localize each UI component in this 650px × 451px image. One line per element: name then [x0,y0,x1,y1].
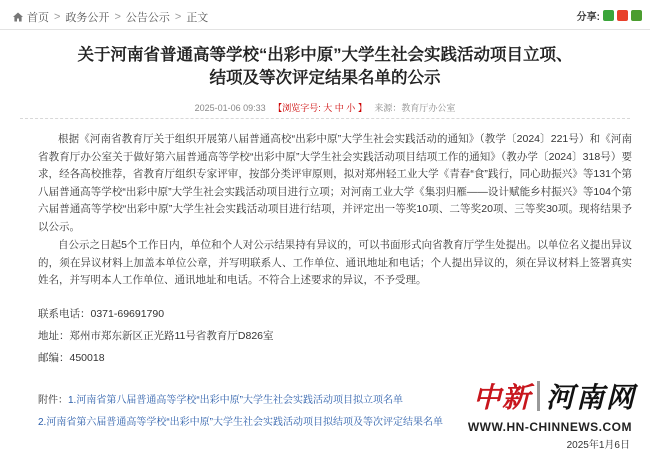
breadcrumb [12,9,208,25]
breadcrumb-separator: > [54,11,61,23]
font-size-large-button[interactable]: 大 [323,103,333,113]
contact-phone: 联系电话：0371-69691790 [38,308,165,320]
body-paragraph-1: 根据《河南省教育厅关于组织开展第八届普通高校“出彩中原”大学生社会实践活动的通知》（教学〔2024〕221号）和《河南省教育厅办公室关于做好第六届普通高等学校“出彩中原”大学生社会实践活动项目结项工作的通知》（教办学〔2024〕318号）要求，经各高校推荐，省教育厅组织专家评审，按部分类评审原则，拟对郑州轻工业大学《青春“食”践行，同心助振兴》等131个第八届普通高等学校“出彩中原”大学生社会实践活动项目进行立项；对河南工业大学《集羽归雁——设计赋能乡村振兴》等104个第六届普通高等学校“出彩中原”大学生社会实践活动项目进行结项，并评定出一等奖10项、二等奖20项、三等奖30项。现将结果予以公示。 [38,133,632,233]
share-label: 分享: [576,12,600,23]
body-paragraph-2: 自公示之日起5个工作日内，单位和个人对公示结果持有异议的，可以书面形式向省教育厅学生处提出。以单位名义提出异议的，须在异议材料上加盖本单位公章，并写明联系人、工作单位、通讯地址和电话；个人提出异议的，须在异议材料上签署真实姓名，并写明本人工作单位、通讯地址和电话。不符合上述要求的异议，不予受理。 [38,239,632,287]
font-size-small-button[interactable]: 小 [346,103,356,113]
article-source: 来源：教育厅办公室 [374,103,456,113]
watermark-brand-cn: 中新 [472,381,531,414]
contact-postcode: 邮编：450018 [38,352,105,364]
breadcrumb-announcements[interactable]: 公告公示 [125,12,170,24]
attachment-row-2 [38,413,443,428]
publish-date: 2025-01-06 09:33 [194,103,266,113]
page-title-line1: 关于河南省普通高等学校“出彩中原”大学生社会实践活动项目立项、 [77,46,573,64]
breadcrumb-separator: > [174,11,182,23]
breadcrumb-current: 正文 [186,12,209,24]
contact-address: 地址：郑州市郑东新区正光路11号省教育厅D826室 [38,330,274,342]
watermark-logo [473,376,636,416]
watermark-url: WWW.HN-CHINNEWS.COM [467,420,632,434]
watermark-divider [537,381,540,411]
font-size-medium-button[interactable]: 中 [334,103,344,113]
watermark-date: 2025年1月6日 [566,440,630,451]
breadcrumb-separator: > [114,11,121,23]
page-title-line2: 结项及等次评定结果名单的公示 [209,69,441,87]
qzone-icon[interactable] [631,10,642,21]
divider [20,118,630,119]
breadcrumb-home[interactable]: 首页 [27,12,49,24]
attachment-link-2[interactable]: 2.河南省第六届普通高等学校“出彩中原”大学生社会实践活动项目拟结项及等次评定结果名单 [38,417,443,428]
attachment-link-1[interactable]: 1.河南省第八届普通高等学校“出彩中原”大学生社会实践活动项目拟立项名单 [68,395,403,406]
font-size-label: 【浏览字号: [273,103,321,113]
weibo-icon[interactable] [617,10,628,21]
breadcrumb-gov-affairs[interactable]: 政务公开 [65,12,110,24]
wechat-icon[interactable] [603,10,614,21]
watermark-brand-hn: 河南网 [545,381,636,414]
attachment-label: 附件： [38,395,68,406]
top-bar [0,0,650,30]
attachment-row-1 [38,391,403,406]
font-size-close: 】 [357,103,367,113]
share-bar [577,8,642,23]
home-icon [12,11,24,23]
article-meta [0,101,650,114]
